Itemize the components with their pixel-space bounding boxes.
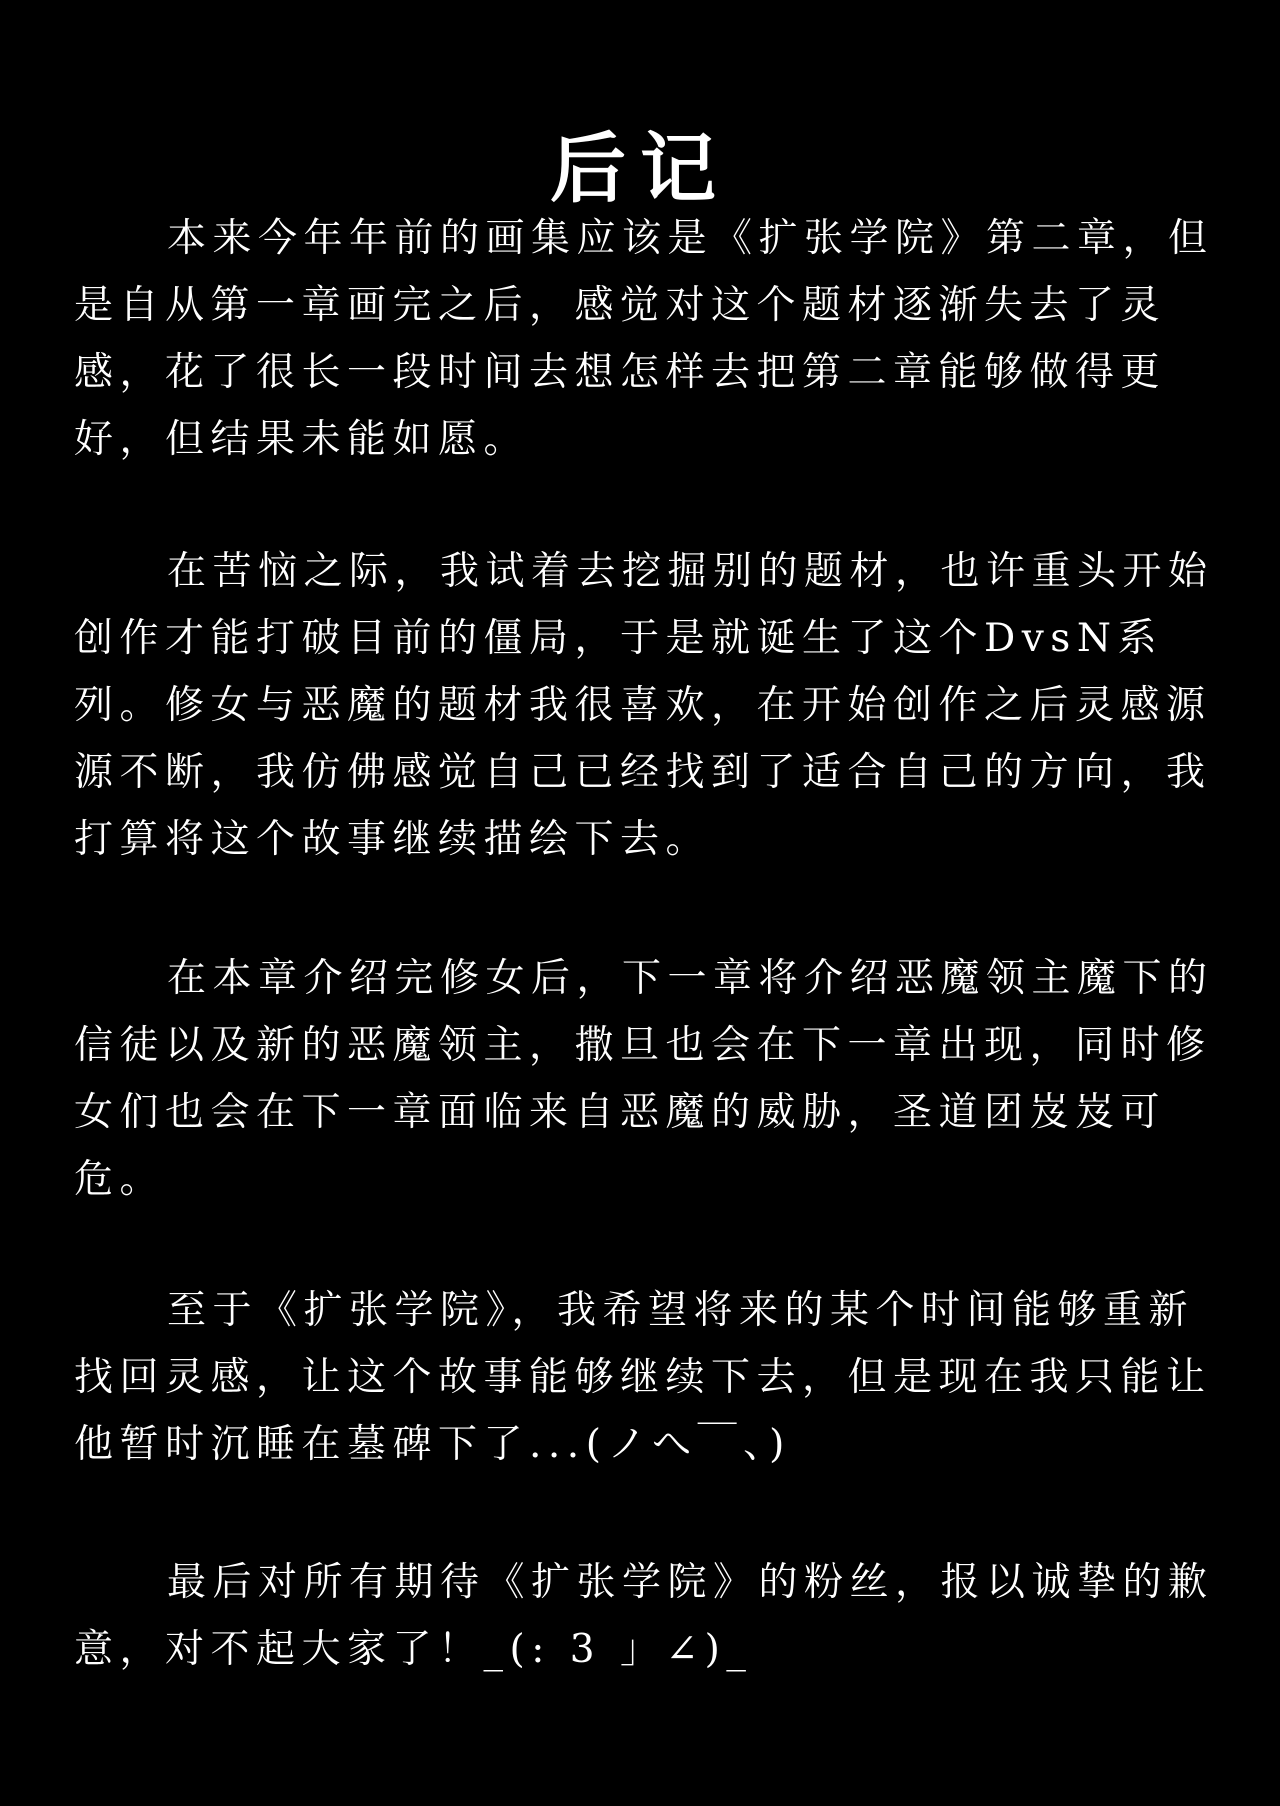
paragraph-3: 在本章介绍完修女后，下一章将介绍恶魔领主魔下的信徒以及新的恶魔领主，撒旦也会在下一章出现，同时修女们也会在下一章面临来自恶魔的威胁，圣道团岌岌可危。	[74, 956, 1214, 1202]
page-title: 后记	[550, 123, 730, 213]
paragraph-5: 最后对所有期待《扩张学院》的粉丝，报以诚挚的歉意，对不起大家了！_(: 3 」∠)_	[74, 1560, 1214, 1672]
paragraph-4: 至于《扩张学院》，我希望将来的某个时间能够重新找回灵感，让这个故事能够继续下去，但是现在我只能让他暂时沉睡在墓碑下了...(ノへ￣、)	[74, 1288, 1212, 1467]
paragraph-1: 本来今年年前的画集应该是《扩张学院》第二章，但是自从第一章画完之后，感觉对这个题材逐渐失去了灵感，花了很长一段时间去想怎样去把第二章能够做得更好，但结果未能如愿。	[74, 216, 1214, 462]
paragraph-2: 在苦恼之际，我试着去挖掘别的题材，也许重头开始创作才能打破目前的僵局，于是就诞生了这个DvsN系列。修女与恶魔的题材我很喜欢，在开始创作之后灵感源源不断，我仿佛感觉自己已经找到了适合自己的方向，我打算将这个故事继续描绘下去。	[74, 549, 1214, 862]
